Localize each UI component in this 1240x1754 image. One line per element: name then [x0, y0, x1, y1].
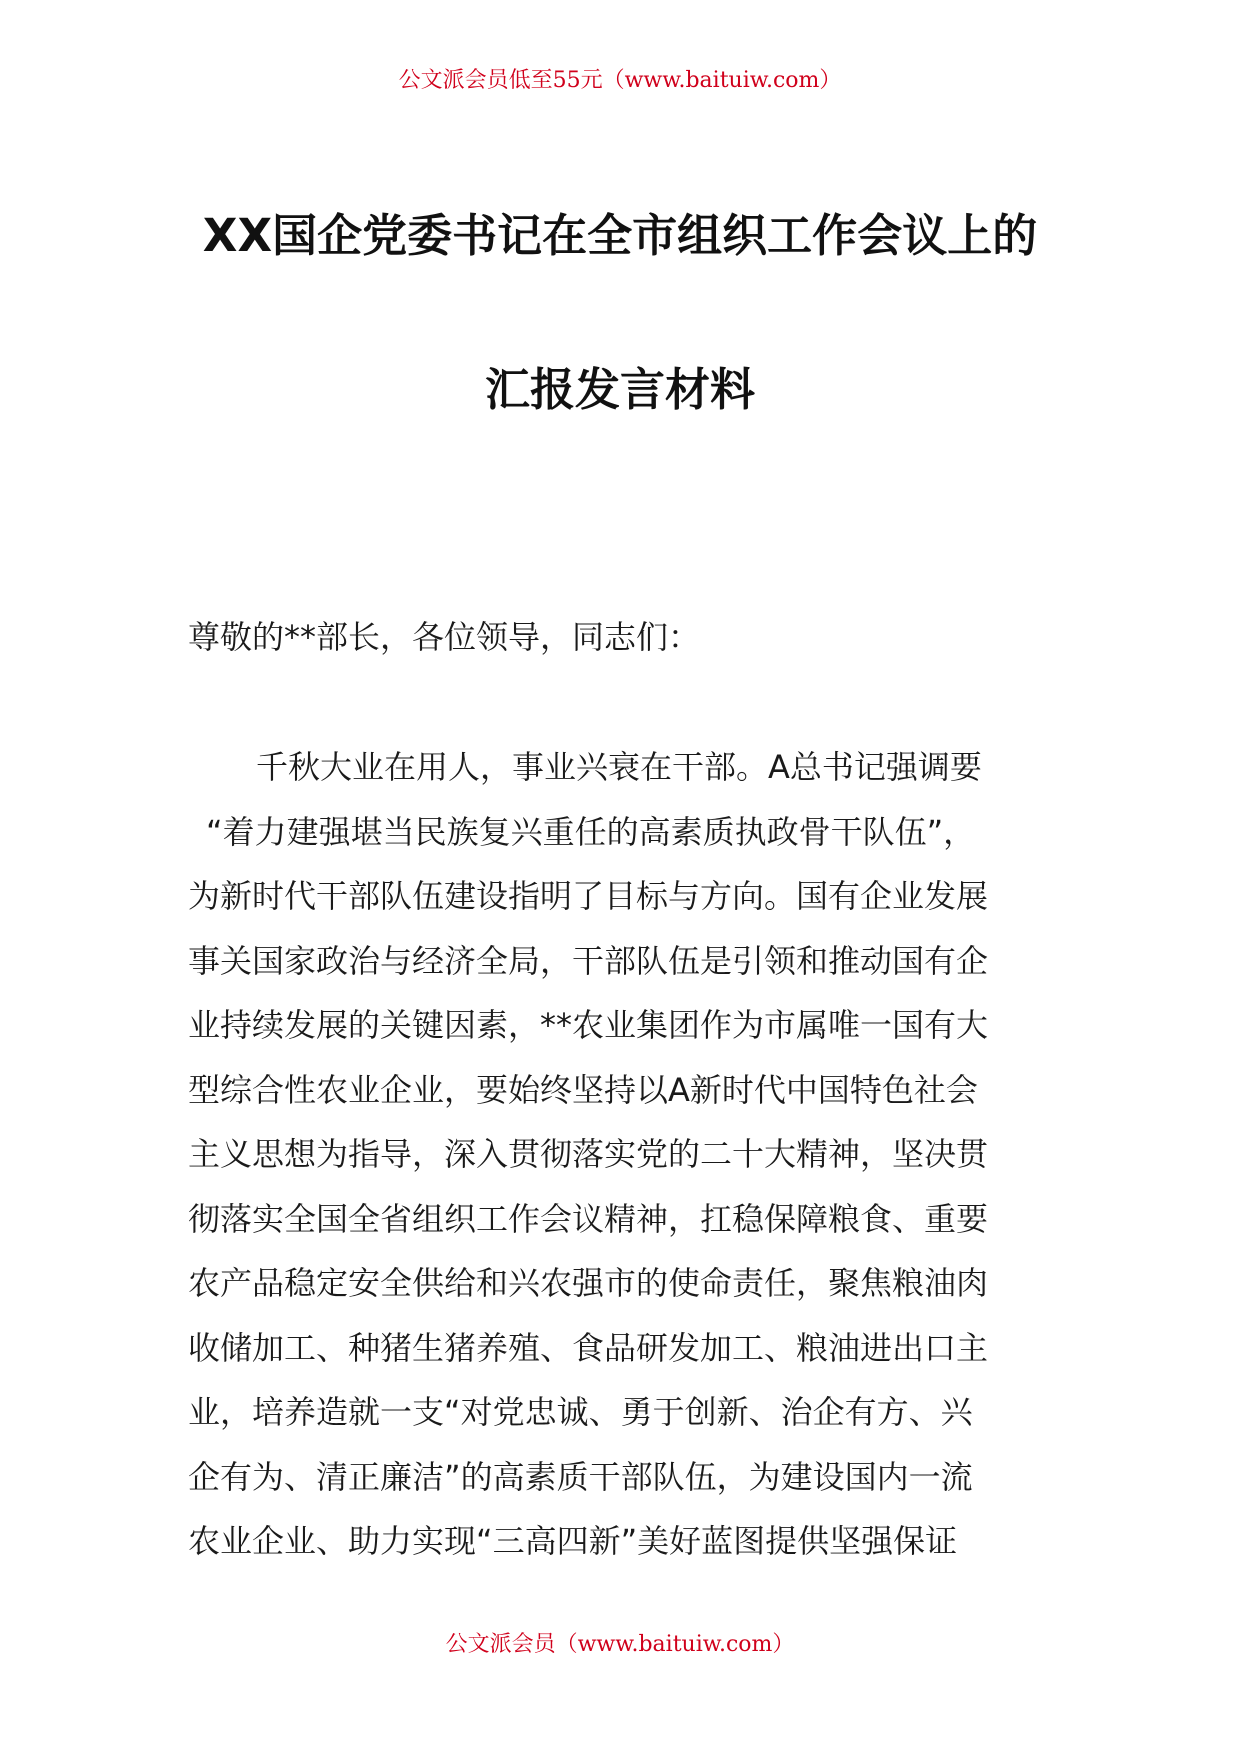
paragraph-line: 农产品稳定安全供给和兴农强市的使命责任，聚焦粮油肉: [188, 1264, 989, 1302]
paragraph-line: 彻落实全国全省组织工作会议精神，扛稳保障粮食、重要: [188, 1199, 989, 1238]
paragraph-line: “着力建强堪当民族复兴重任的高素质执政骨干队伍”，: [206, 812, 976, 851]
paragraph-line: 收储加工、种猪生猪养殖、食品研发加工、粮油进出口主: [188, 1328, 989, 1367]
paragraph-line: 为新时代干部队伍建设指明了目标与方向。国有企业发展: [188, 877, 989, 915]
paragraph-line: 业，培养造就一支“对党忠诚、勇于创新、治企有方、兴: [188, 1393, 973, 1431]
paragraph-line: 事关国家政治与经济全局，干部队伍是引领和推动国有企: [188, 941, 989, 980]
paragraph-line: 型综合性农业企业，要始终坚持以A新时代中国特色社会: [188, 1070, 978, 1109]
footer-watermark-banner: 公文派会员（www.baituiw.com）: [445, 1632, 795, 1657]
paragraph-line: 千秋大业在用人，事业兴衰在干部。A总书记强调要: [256, 748, 982, 786]
paragraph-line: 企有为、清正廉洁”的高素质干部队伍，为建设国内一流: [188, 1457, 973, 1496]
body-paragraph: [188, 744, 1054, 1583]
document-title-line-2: 汇报发言材料: [484, 363, 755, 416]
salutation: 尊敬的**部长，各位领导，同志们：: [188, 618, 701, 656]
paragraph-line: 农业企业、助力实现“三高四新”美好蓝图提供坚强保证: [188, 1522, 958, 1560]
header-watermark-banner: 公文派会员低至55元（www.baituiw.com）: [398, 68, 842, 93]
document-title-line-1: XX国企党委书记在全市组织工作会议上的: [202, 209, 1038, 262]
paragraph-line: 主义思想为指导，深入贯彻落实党的二十大精神，坚决贯: [188, 1135, 989, 1173]
paragraph-line: 业持续发展的关键因素，**农业集团作为市属唯一国有大: [188, 1006, 989, 1044]
